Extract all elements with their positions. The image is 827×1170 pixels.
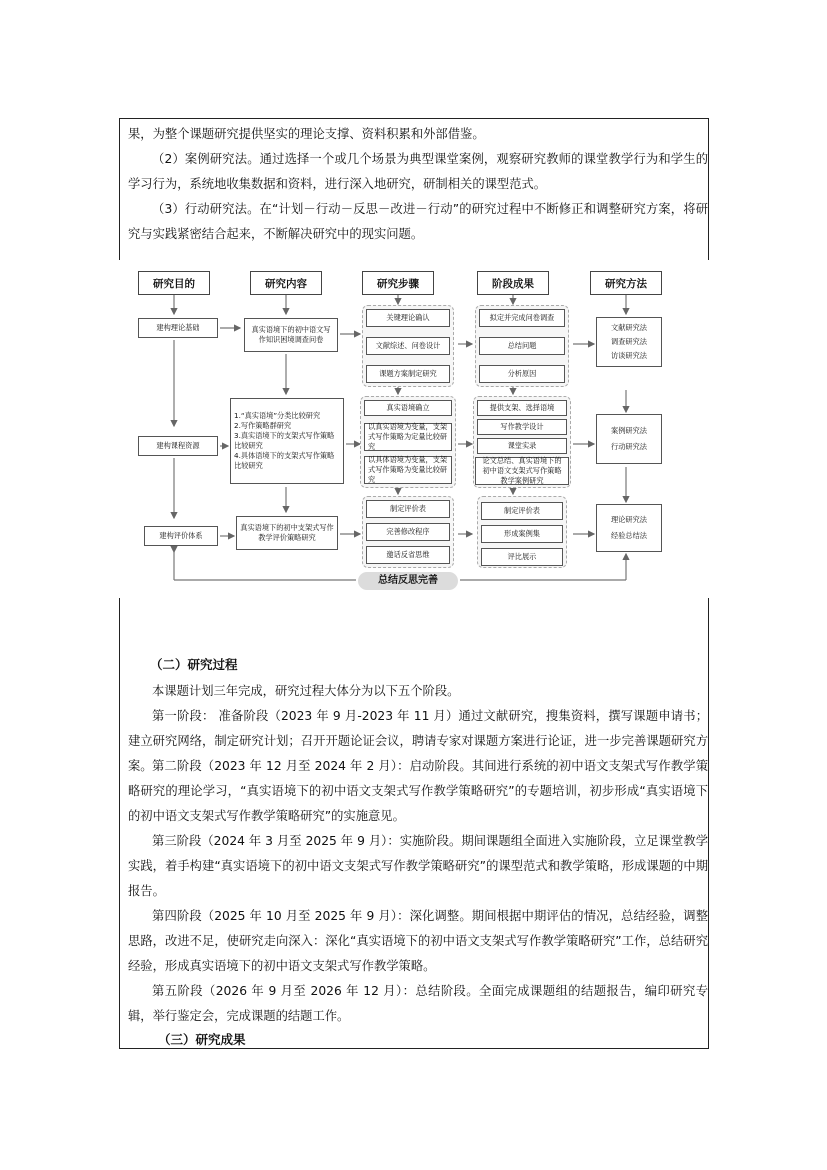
result-box: 提供支架、选择语境: [477, 400, 567, 416]
method-box: 文献研究法 调查研究法 访谈研究法: [596, 317, 662, 367]
table-right-border-top: [708, 118, 709, 260]
research-framework-diagram: [128, 262, 708, 598]
step-box: 以具体语境为变量，支架式写作策略为变量比较研究: [364, 456, 452, 484]
header-stage-results: 阶段成果: [477, 271, 549, 295]
header-research-purpose: 研究目的: [138, 271, 210, 295]
table-bottom-border: [119, 1048, 709, 1049]
result-box: 分析原因: [479, 365, 565, 383]
process-stage-5: 第五阶段（2026 年 9 月至 2026 年 12 月）：总结阶段。全面完成课题组的结题报告，编印研究专辑，举行鉴定会，完成课题的结题工作。: [128, 984, 708, 1023]
summary-pill: 总结反思完善: [358, 572, 458, 590]
step-box: 完善修改程序: [366, 523, 450, 541]
header-research-methods: 研究方法: [590, 271, 662, 295]
result-box: 拟定并完成问卷调查: [479, 309, 565, 327]
step-box: 关键理论确认: [366, 309, 450, 327]
step-box: 课题方案制定研究: [366, 365, 450, 383]
process-stage-3: 第三阶段（2024 年 3 月至 2025 年 9 月）：实施阶段。期间课题组全面进入实施阶段，立足课堂教学实践，着手构建“真实语境下的初中语文支架式写作教学策略研究”的课型范式和教学策略，形成课题的中期报告。: [128, 834, 708, 898]
purpose-box: 建构课程资源: [138, 436, 218, 456]
result-box: 课堂实录: [477, 438, 567, 454]
section-title-research-process: （二）研究过程: [150, 657, 238, 672]
process-stage-4: 第四阶段（2025 年 10 月至 2025 年 9 月）：深化调整。期间根据中期评估的情况，总结经验，调整思路，改进不足，使研究走向深入：深化“真实语境下的初中语文支架式写作教学策略研究”工作，总结研究经验，形成真实语境下的初中语文支架式写作教学策略。: [128, 909, 708, 973]
table-right-border-bottom: [708, 598, 709, 1048]
table-left-border-top: [119, 118, 120, 260]
section-title-research-results: （三）研究成果: [158, 1032, 246, 1047]
result-box: 制定评价表: [481, 502, 563, 520]
step-box: 文献综述、问卷设计: [366, 337, 450, 355]
step-box: 真实语境确立: [364, 400, 452, 416]
process-stage-2: 第二阶段（2023 年 12 月至 2024 年 2 月）：启动阶段。其间进行系统的初中语文支架式写作教学策略研究的理论学习，“真实语境下的初中语文支架式写作教学策略研究”的专题培训，初步形成“真实语境下的初中语文支架式写作教学策略研究”的实施意见。: [128, 759, 708, 823]
process-stage-1: 第一阶段： 准备阶段（2023 年 9 月-2023 年 11 月）通过文献研究，搜集资料，撰写课题申请书；建立研究网络，制定研究计划；召开开题论证会议，聘请专家对课题方案进行论证，进一步完善课题研究方案。: [128, 709, 708, 773]
result-box: 写作教学设计: [477, 419, 567, 435]
table-top-border: [119, 118, 709, 119]
result-box: 形成案例集: [481, 525, 563, 543]
step-box: 制定评价表: [366, 500, 450, 518]
content-box: 真实语境下的初中语文写作知识困境调查问卷: [244, 318, 338, 352]
purpose-box: 建构理论基础: [138, 318, 218, 338]
result-box: 总结问题: [479, 337, 565, 355]
process-intro: 本课题计划三年完成，研究过程大体分为以下五个阶段。: [152, 684, 460, 698]
header-research-content: 研究内容: [250, 271, 322, 295]
content-box: 1.“真实语境”分类比较研究 2.写作策略群研究 3.真实语境下的支架式写作策略比较研究 4.具体语境下的支架式写作策略比较研究: [230, 398, 344, 484]
result-box: 评比展示: [481, 548, 563, 566]
purpose-box: 建构评价体系: [144, 526, 218, 546]
method-box: 理论研究法 经验总结法: [596, 504, 662, 552]
step-box: 邀话反省思维: [366, 546, 450, 564]
content-box: 真实语境下的初中支架式写作教学评价策略研究: [236, 516, 338, 550]
method-box: 案例研究法 行动研究法: [596, 414, 662, 464]
paragraph-research-intro: 果，为整个课题研究提供坚实的理论支撑、资料积累和外部借鉴。: [128, 127, 485, 141]
step-box: 以真实语境为变量，支架式写作策略为定量比较研究: [364, 423, 452, 451]
table-left-border-bottom: [119, 598, 120, 1048]
paragraph-action-research-method: （3）行动研究法。在“计划－行动－反思－改进－行动”的研究过程中不断修正和调整研究方案，将研究与实践紧密结合起来，不断解决研究中的现实问题。: [128, 202, 708, 241]
result-box: 论文总结、真实语境下的初中语文支架式写作策略教学案例研究: [475, 457, 569, 485]
header-research-steps: 研究步骤: [362, 271, 434, 295]
paragraph-case-study-method: （2）案例研究法。通过选择一个或几个场景为典型课堂案例，观察研究教师的课堂教学行为和学生的学习行为，系统地收集数据和资料，进行深入地研究，研制相关的课型范式。: [128, 152, 708, 191]
